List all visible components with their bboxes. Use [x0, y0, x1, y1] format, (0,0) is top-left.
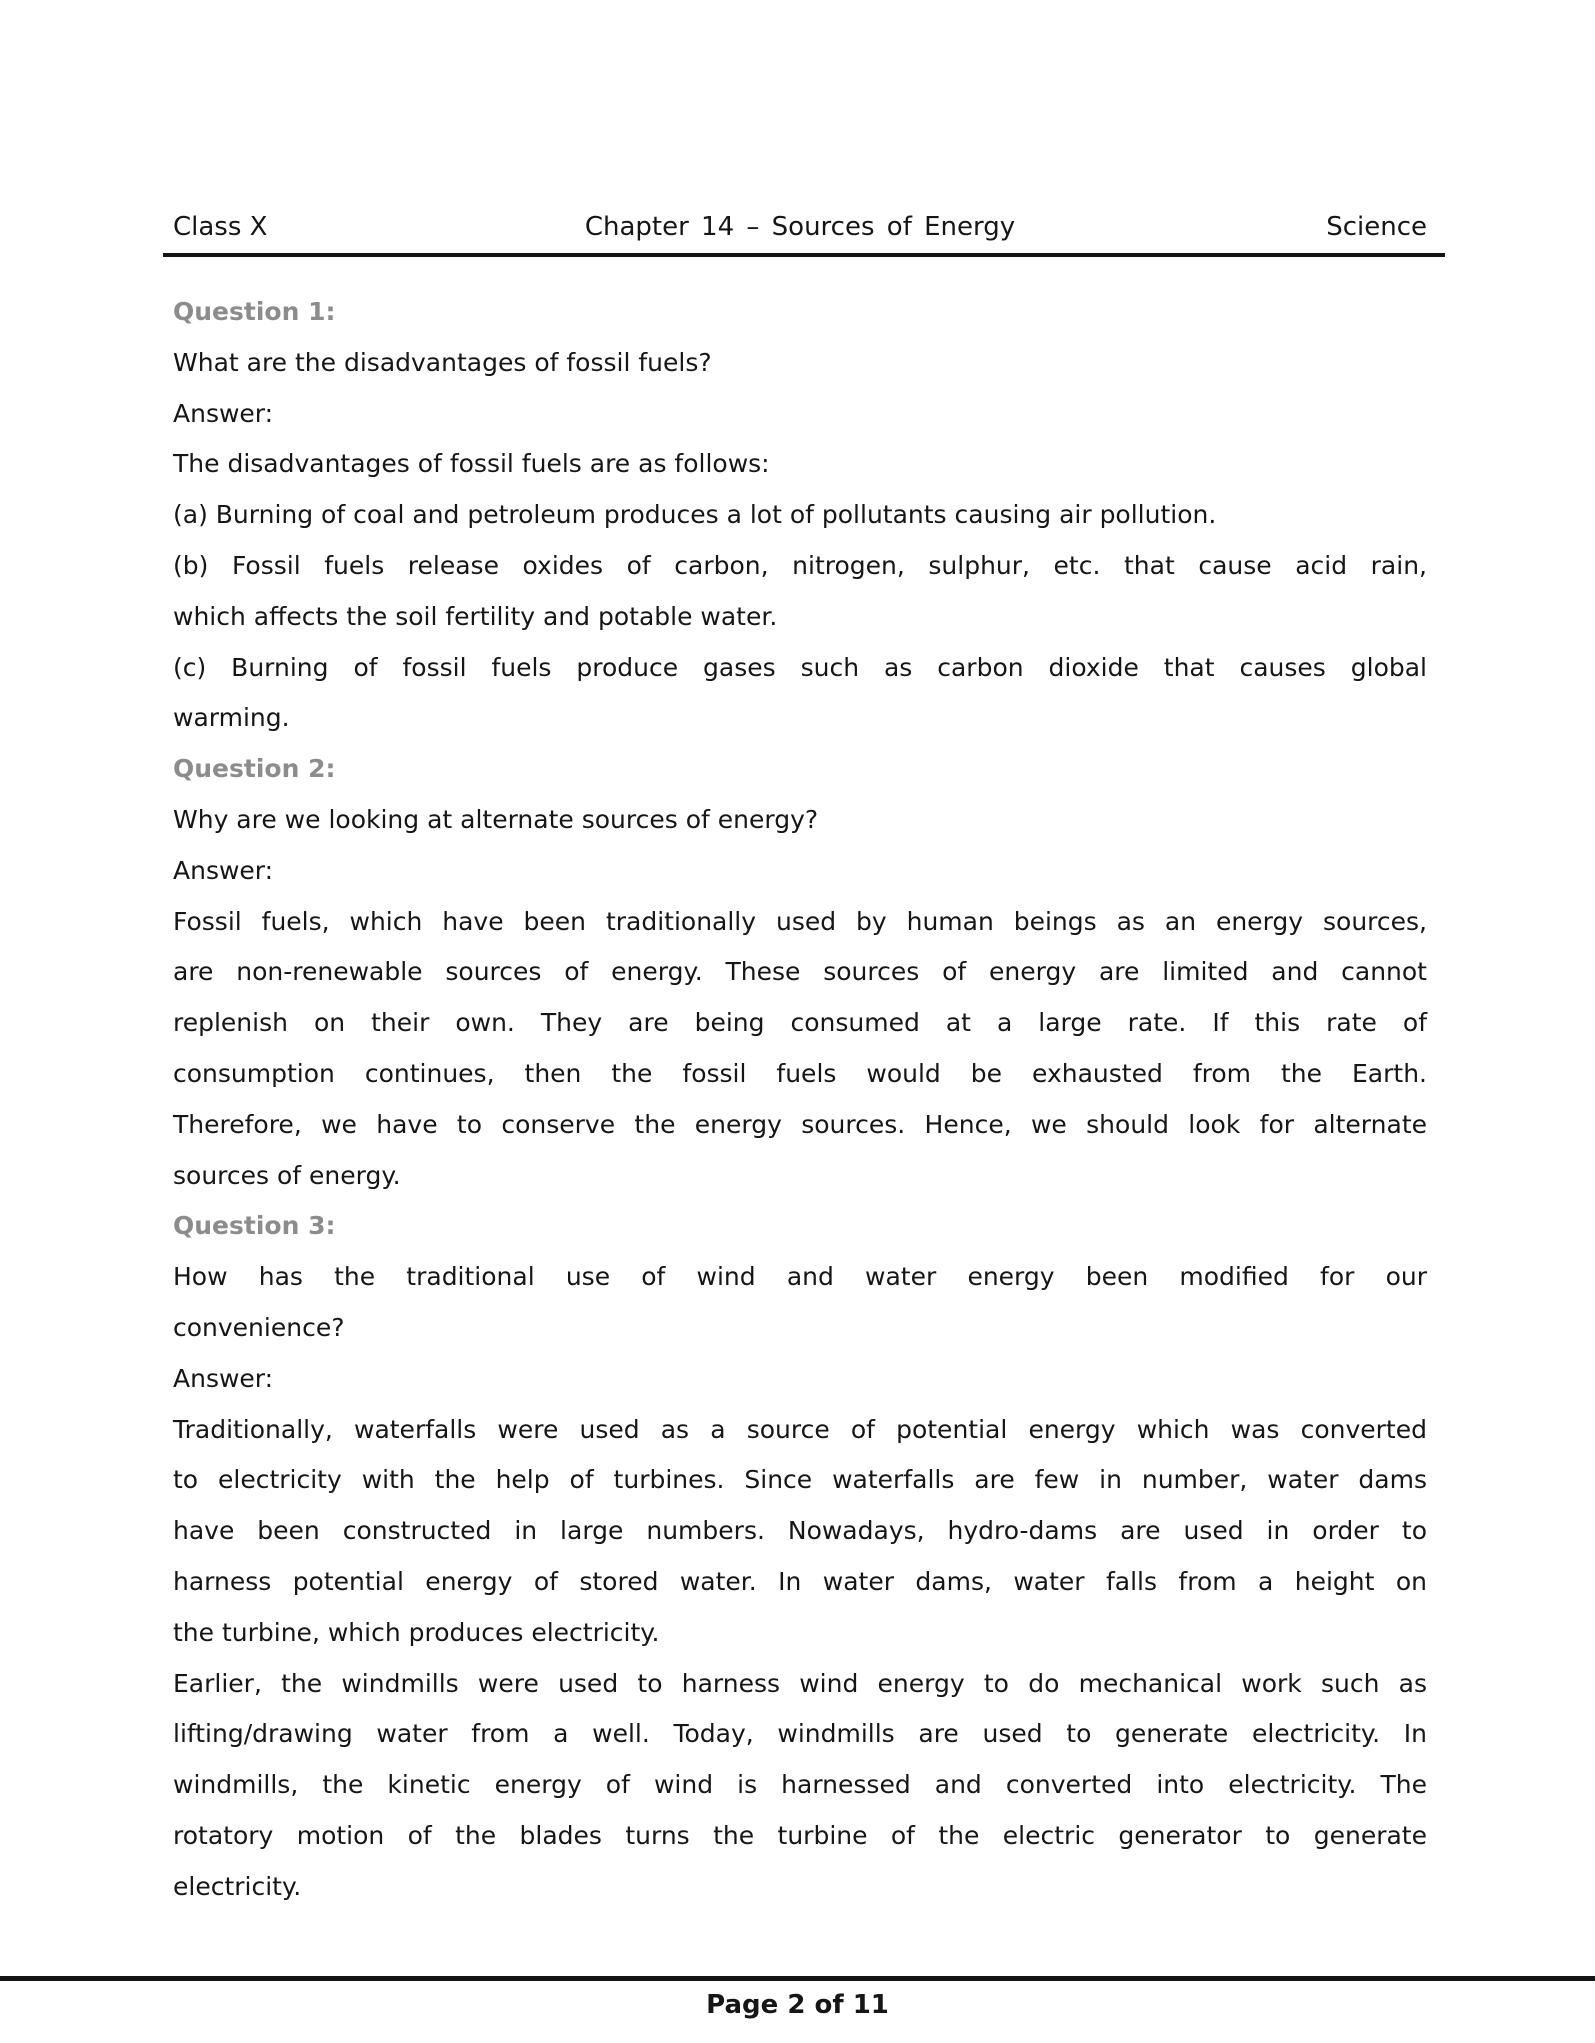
text-line: Fossil fuels, which have been traditionally used by human beings as an energy sources,	[173, 906, 1427, 936]
paragraph-block	[173, 643, 1427, 745]
text-line: which affects the soil fertility and potable water.	[173, 601, 778, 631]
text-line: harness potential energy of stored water. In water dams, water falls from a height on	[173, 1566, 1427, 1596]
text-line: Answer:	[173, 1363, 274, 1393]
text-line: windmills, the kinetic energy of wind is harnessed and converted into electricity. The	[173, 1770, 1427, 1800]
text-line: lifting/drawing water from a well. Today, windmills are used to generate electricity. In	[173, 1719, 1427, 1749]
text-line: are non-renewable sources of energy. These sources of energy are limited and cannot	[173, 957, 1427, 987]
text-line: (b) Fossil fuels release oxides of carbon, nitrogen, sulphur, etc. that cause acid rain,	[173, 550, 1427, 580]
text-line: have been constructed in large numbers. Nowadays, hydro-dams are used in order to	[173, 1516, 1427, 1546]
text-line: to electricity with the help of turbines. Since waterfalls are few in number, water dams	[173, 1465, 1427, 1495]
paragraph-block	[173, 897, 1427, 1202]
text-line: Answer:	[173, 398, 274, 428]
paragraph-block	[173, 338, 1427, 389]
page-header	[173, 210, 1427, 244]
header-divider-rule	[163, 253, 1445, 257]
paragraph-block	[173, 490, 1427, 541]
text-line: sources of energy.	[173, 1160, 401, 1190]
paragraph-block	[173, 795, 1427, 846]
question-heading: Question 3:	[173, 1211, 336, 1241]
paragraph-block	[173, 1659, 1427, 1913]
text-line: Answer:	[173, 855, 274, 885]
text-line: replenish on their own. They are being consumed at a large rate. If this rate of	[173, 1008, 1427, 1038]
header-class-label: Class X	[173, 212, 268, 242]
header-chapter-title: Chapter 14 – Sources of Energy	[584, 212, 1016, 242]
paragraph-block	[173, 541, 1427, 643]
text-line: consumption continues, then the fossil fuels would be exhausted from the Earth.	[173, 1058, 1427, 1088]
text-line: Traditionally, waterfalls were used as a source of potential energy which was converted	[173, 1414, 1427, 1444]
paragraph-block	[173, 389, 1427, 440]
text-line: the turbine, which produces electricity.	[173, 1617, 660, 1647]
text-line: Therefore, we have to conserve the energy sources. Hence, we should look for alternate	[173, 1109, 1427, 1139]
question-heading-block	[173, 744, 1427, 795]
paragraph-block	[173, 1252, 1427, 1354]
text-line: How has the traditional use of wind and water energy been modified for our	[173, 1262, 1427, 1292]
text-line: Earlier, the windmills were used to harness wind energy to do mechanical work such as	[173, 1668, 1427, 1698]
text-line: warming.	[173, 703, 290, 733]
question-heading: Question 2:	[173, 754, 336, 784]
paragraph-block	[173, 439, 1427, 490]
text-line: What are the disadvantages of fossil fuels?	[173, 347, 712, 377]
header-subject-label: Science	[1326, 212, 1427, 242]
text-line: (c) Burning of fossil fuels produce gases such as carbon dioxide that causes global	[173, 652, 1427, 682]
question-heading-block	[173, 1201, 1427, 1252]
text-line: electricity.	[173, 1871, 302, 1901]
paragraph-block	[173, 846, 1427, 897]
text-line: convenience?	[173, 1312, 345, 1342]
footer-page-number: Page 2 of 11	[706, 1990, 889, 2020]
document-body	[173, 287, 1427, 1913]
question-heading: Question 1:	[173, 297, 336, 326]
paragraph-block	[173, 1354, 1427, 1405]
text-line: Why are we looking at alternate sources of energy?	[173, 804, 819, 834]
text-line: rotatory motion of the blades turns the turbine of the electric generator to generate	[173, 1820, 1427, 1850]
text-line: The disadvantages of fossil fuels are as follows:	[173, 449, 770, 479]
text-line: (a) Burning of coal and petroleum produces a lot of pollutants causing air pollution.	[173, 500, 1217, 530]
paragraph-block	[173, 1405, 1427, 1659]
question-heading-block	[173, 287, 1427, 338]
footer-divider-rule	[0, 1976, 1595, 1981]
